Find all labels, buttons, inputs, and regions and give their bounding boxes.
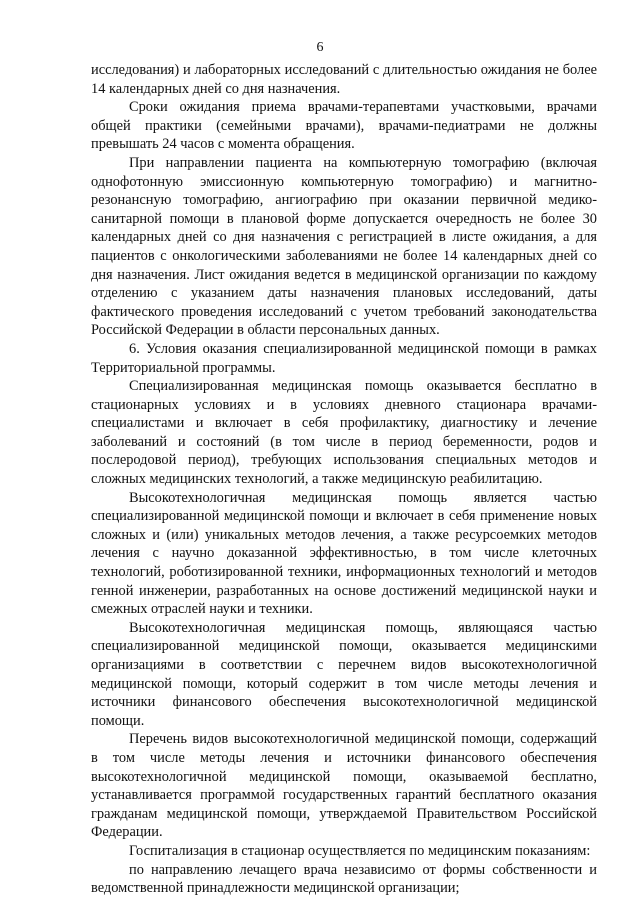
paragraph: исследования) и лабораторных исследований с длительностью ожидания не более 14 календарных дней со дня назначения. [91,62,597,97]
paragraph: Специализированная медицинская помощь оказывается бесплатно в стационарных условиях и в условиях дневного стационара врачами-специалистами и включает в себя профилактику, диагностику и лечение заболеваний и состояний (в том числе в период беременности, родов и послеродовой период), требующих использования специальных методов и сложных медицинских технологий, а также медицинскую реабилитацию. [91,378,597,488]
paragraph: 6. Условия оказания специализированной медицинской помощи в рамках Территориальной программы. [91,340,597,376]
document-body [91,61,597,898]
paragraph: При направлении пациента на компьютерную томографию (включая однофотонную эмиссионную компьютерную томографию) и магнитно-резонансную томографию, ангиографию при оказании первичной медико-санитарной помощи в плановой форме допускается очередность не более 30 календарных дней со дня назначения с регистрацией в листе ожидания, а для пациентов с онкологическими заболеваниями не более 14 календарных дней со дня назначения. Лист ожидания ведется в медицинской организации по каждому отделению с указанием даты назначения плановых исследований, даты фактического проведения исследований с учетом требований законодательства Российской Федерации в области персональных данных. [91,154,597,339]
paragraph: Госпитализация в стационар осуществляется по медицинским показаниям: [129,842,591,859]
paragraph: Высокотехнологичная медицинская помощь, являющаяся частью специализированной медицинской помощи, оказывается медицинскими организациями в соответствии с перечнем видов высокотехнологичной медицинской помощи, который содержит в том числе методы лечения и источники финансового обеспечения высокотехнологичной медицинской помощи. [91,619,597,729]
page-number: 6 [316,40,324,55]
paragraph: Сроки ожидания приема врачами-терапевтами участковыми, врачами общей практики (семейными врачами), врачами-педиатрами не должны превышать 24 часов с момента обращения. [91,99,597,153]
paragraph: Перечень видов высокотехнологичной медицинской помощи, содержащий в том числе методы лечения и источники финансового обеспечения высокотехнологичной медицинской помощи, оказываемой бесплатно, устанавливается программой государственных гарантий бесплатного оказания гражданам медицинской помощи, утверждаемой Правительством Российской Федерации. [91,731,597,841]
paragraph: по направлению лечащего врача независимо от формы собственности и ведомственной принадлежности медицинской организации; [91,861,597,897]
paragraph: Высокотехнологичная медицинская помощь является частью специализированной медицинской помощи и включает в себя применение новых сложных и (или) уникальных методов лечения, а также ресурсоемких методов лечения с научно доказанной эффективностью, в том числе клеточных технологий, роботизированной техники, информационных технологий и методов генной инженерии, разработанных на основе достижений медицинской науки и смежных отраслей науки и техники. [91,489,597,618]
